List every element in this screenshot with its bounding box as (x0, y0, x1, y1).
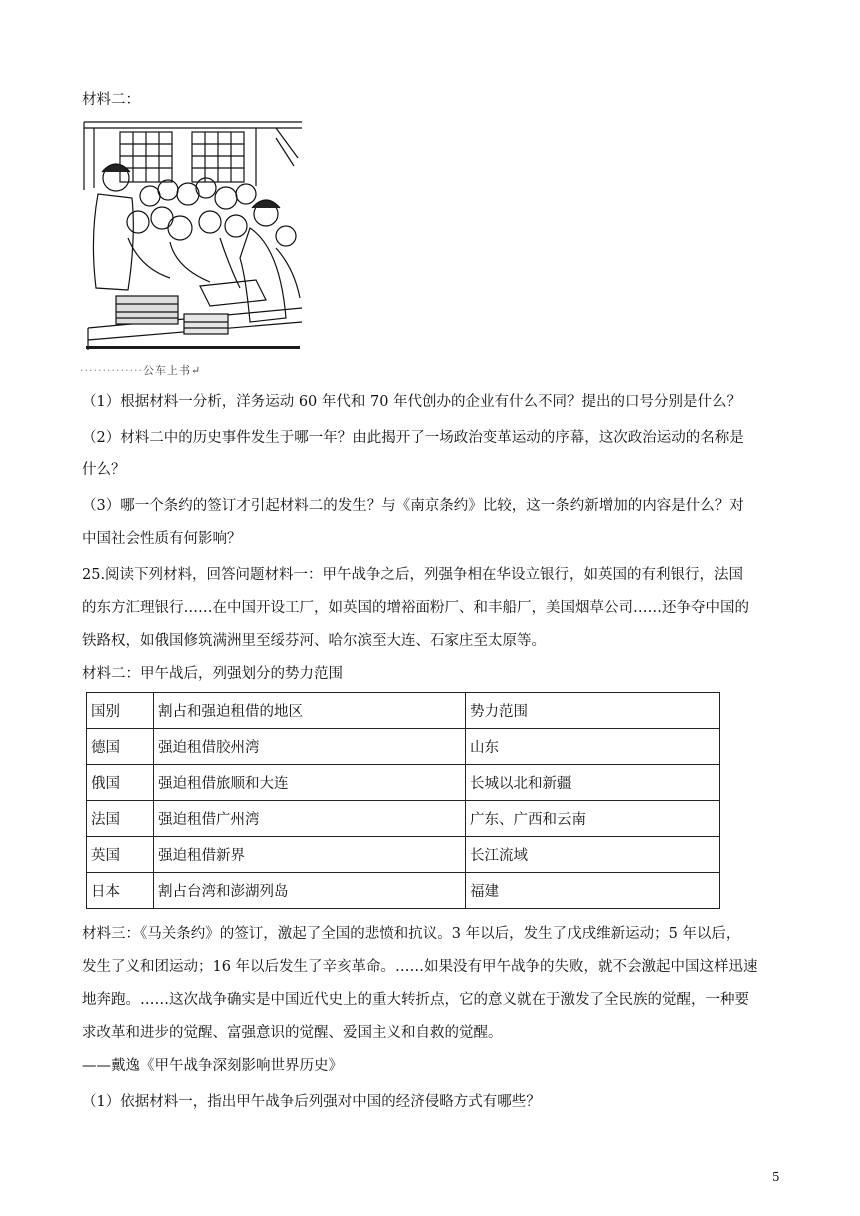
material-3-line-3: 地奔跑。……这次战争确实是中国近代史上的重大转折点，它的意义就在于激发了全民族的觉醒，一种要 (82, 992, 749, 1008)
cell-sphere: 长江流域 (466, 837, 720, 873)
caption-text: 公车上书 (142, 364, 191, 377)
illustration-drawing (80, 118, 306, 352)
material-3-line-1: 材料三：《马关条约》的签订，激起了全国的悲愤和抗议。3 年以后，发生了戊戌维新运动；5 年以后， (82, 926, 741, 942)
table-caption: 材料二：甲午战后，列强划分的势力范围 (82, 666, 343, 682)
table-row (87, 765, 720, 801)
citation: ——戴逸《甲午战争深刻影响世界历史》 (82, 1058, 343, 1074)
table-row (87, 729, 720, 765)
material-2-heading: 材料二： (82, 92, 140, 108)
question-25-line-3: 铁路权，如俄国修筑满洲里至绥芬河、哈尔滨至大连、石家庄至太原等。 (82, 633, 546, 649)
cell-country: 日本 (87, 873, 154, 909)
cell-territory: 强迫租借新界 (154, 837, 466, 873)
table-row (87, 801, 720, 837)
cell-country: 法国 (87, 801, 154, 837)
header-country: 国别 (87, 693, 154, 729)
cell-territory: 强迫租借旅顺和大连 (154, 765, 466, 801)
return-mark-icon: ↵ (190, 364, 202, 377)
caption-leader: ·············· (80, 364, 143, 377)
question-3-line-1: （3）哪一个条约的签订才引起材料二的发生？与《南京条约》比较，这一条约新增加的内容是什么？对 (82, 498, 744, 514)
question-25-line-1: 25.阅读下列材料，回答问题材料一：甲午战争之后，列强争相在华设立银行，如英国的有利银行，法国 (82, 567, 744, 583)
cell-sphere: 福建 (466, 873, 720, 909)
cell-country: 英国 (87, 837, 154, 873)
material-3-line-4: 求改革和进步的觉醒、富强意识的觉醒、爱国主义和自救的觉醒。 (82, 1025, 503, 1041)
cell-country: 德国 (87, 729, 154, 765)
cell-territory: 强迫租借广州湾 (154, 801, 466, 837)
header-sphere: 势力范围 (466, 693, 720, 729)
question-1-materials: （1）根据材料一分析，洋务运动 60 年代和 70 年代创办的企业有什么不同？提出的口号分别是什么？ (82, 394, 742, 410)
cell-sphere: 广东、广西和云南 (466, 801, 720, 837)
material-3-line-2: 发生了义和团运动；16 年以后发生了辛亥革命。……如果没有甲午战争的失败，就不会激起中国这样迅速 (82, 959, 758, 975)
question-2-line-2: 什么？ (82, 462, 126, 478)
table-row (87, 873, 720, 909)
illustration-caption (80, 362, 320, 380)
cell-country: 俄国 (87, 765, 154, 801)
table-row (87, 837, 720, 873)
cell-sphere: 长城以北和新疆 (466, 765, 720, 801)
table-header-row (87, 693, 720, 729)
cell-territory: 割占台湾和澎湖列岛 (154, 873, 466, 909)
question-3-line-2: 中国社会性质有何影响？ (82, 531, 242, 547)
cell-territory: 强迫租借胶州湾 (154, 729, 466, 765)
spheres-of-influence-table (86, 692, 720, 909)
question-b1: （1）依据材料一，指出甲午战争后列强对中国的经济侵略方式有哪些？ (82, 1094, 541, 1110)
page-number: 5 (772, 1170, 780, 1184)
gongche-shangshu-illustration (80, 118, 306, 352)
header-territory: 割占和强迫租借的地区 (154, 693, 466, 729)
question-25-line-2: 的东方汇理银行……在中国开设工厂，如英国的增裕面粉厂、和丰船厂，美国烟草公司……还争夺中国的 (82, 600, 749, 616)
cell-sphere: 山东 (466, 729, 720, 765)
question-2-line-1: （2）材料二中的历史事件发生于哪一年？由此揭开了一场政治变革运动的序幕，这次政治运动的名称是 (82, 430, 744, 446)
